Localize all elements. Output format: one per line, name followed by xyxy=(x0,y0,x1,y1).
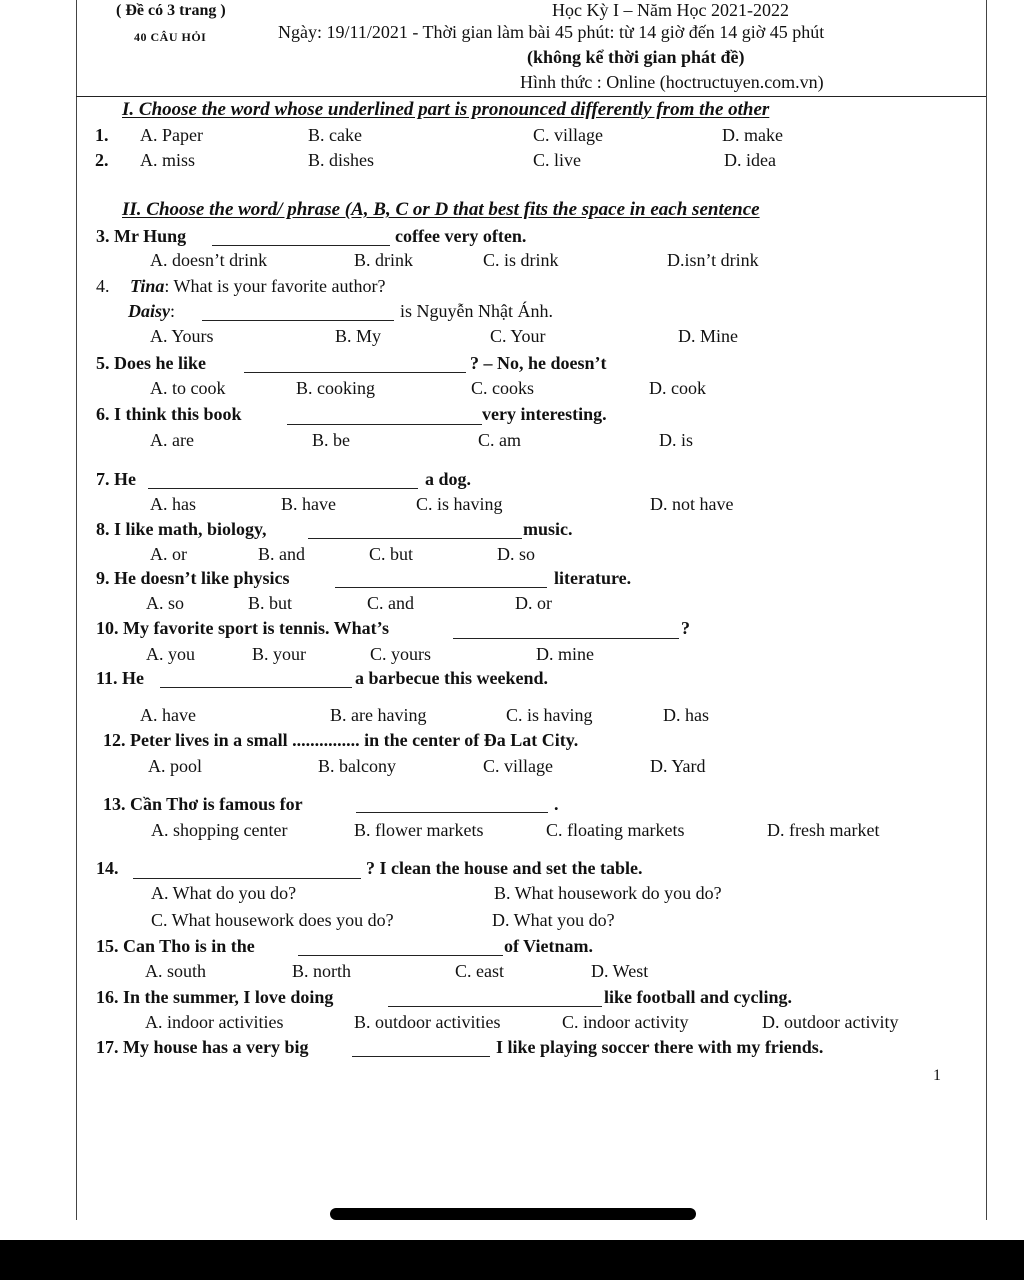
q9-stem-start: 9. He doesn’t like physics xyxy=(96,568,290,588)
q6-option-b: B. be xyxy=(312,430,350,450)
q1-option-d: D. make xyxy=(722,125,783,145)
q10-option-a: A. you xyxy=(146,644,195,664)
q5-stem-end: ? – No, he doesn’t xyxy=(470,353,607,373)
q3-option-b: B. drink xyxy=(354,250,414,270)
q8-option-c: C. but xyxy=(369,544,414,564)
q1-option-b: B. cake xyxy=(308,125,362,145)
q8-stem-end: music. xyxy=(523,519,573,539)
q2-option-c: C. live xyxy=(533,150,581,170)
q11-option-b: B. are having xyxy=(330,705,427,725)
q6-stem-start: 6. I think this book xyxy=(96,404,242,424)
exam-note: (không kể thời gian phát đề) xyxy=(527,47,745,67)
q9-blank xyxy=(335,587,547,588)
q1-option-c: C. village xyxy=(533,125,603,145)
q15-option-c: C. east xyxy=(455,961,504,981)
q14-stem-end: ? I clean the house and set the table. xyxy=(366,858,643,878)
q5-option-c: C. cooks xyxy=(471,378,534,398)
q4-blank xyxy=(202,320,394,321)
q14-number: 14. xyxy=(96,858,119,878)
q2-option-a: A. miss xyxy=(140,150,196,170)
q8-stem-start: 8. I like math, biology, xyxy=(96,519,267,539)
section-1-title: I. Choose the word whose underlined part is pronounced differently from the other xyxy=(122,99,770,120)
question-count: 40 CÂU HỎI xyxy=(134,30,207,44)
q11-option-d: D. has xyxy=(663,705,709,725)
q4-line-1: : What is your favorite author? xyxy=(164,276,386,296)
q4-option-b: B. My xyxy=(335,326,382,346)
q16-option-a: A. indoor activities xyxy=(145,1012,284,1032)
q3-stem-start: 3. Mr Hung xyxy=(96,226,187,246)
q2-number: 2. xyxy=(95,150,109,170)
page-right-edge xyxy=(986,0,987,1220)
section-2-title: II. Choose the word/ phrase (A, B, C or D that best fits the space in each sentence xyxy=(122,199,760,220)
q5-blank xyxy=(244,372,466,373)
q4-option-a: A. Yours xyxy=(150,326,214,346)
q10-option-d: D. mine xyxy=(536,644,594,664)
q13-option-c: C. floating markets xyxy=(546,820,685,840)
q11-stem-end: a barbecue this weekend. xyxy=(355,668,548,688)
q9-option-c: C. and xyxy=(367,593,414,613)
page-number: 1 xyxy=(933,1067,941,1084)
q5-option-d: D. cook xyxy=(649,378,706,398)
q17-stem-end: I like playing soccer there with my friends. xyxy=(496,1037,824,1057)
q16-stem-end: like football and cycling. xyxy=(604,987,793,1007)
q15-option-d: D. West xyxy=(591,961,649,981)
pages-note: ( Đề có 3 trang ) xyxy=(116,2,226,19)
exam-date-time: Ngày: 19/11/2021 - Thời gian làm bài 45 phút: từ 14 giờ đến 14 giờ 45 phút xyxy=(278,22,825,42)
q13-stem-start: 13. Cần Thơ is famous for xyxy=(103,794,303,814)
q11-blank xyxy=(160,687,352,688)
q3-option-c: C. is drink xyxy=(483,250,559,270)
q15-stem-start: 15. Can Tho is in the xyxy=(96,936,255,956)
q16-option-c: C. indoor activity xyxy=(562,1012,689,1032)
q4-speaker-1: Tina xyxy=(130,276,165,296)
q13-blank xyxy=(356,812,548,813)
q12-option-b: B. balcony xyxy=(318,756,396,776)
q13-stem-end: . xyxy=(554,794,559,814)
q2-option-d: D. idea xyxy=(724,150,776,170)
q5-stem-start: 5. Does he like xyxy=(96,353,206,373)
q4-line-2-start: : xyxy=(170,301,176,321)
q14-option-a: A. What do you do? xyxy=(151,883,297,903)
q17-blank xyxy=(352,1056,490,1057)
q2-option-b: B. dishes xyxy=(308,150,375,170)
q3-stem-end: coffee very often. xyxy=(395,226,527,246)
q7-blank xyxy=(148,488,418,489)
q4-line-2-end: is Nguyễn Nhật Ánh. xyxy=(400,301,553,321)
q15-blank xyxy=(298,955,503,956)
q3-blank xyxy=(212,245,390,246)
q13-option-a: A. shopping center xyxy=(151,820,288,840)
q16-stem-start: 16. In the summer, I love doing xyxy=(96,987,334,1007)
q1-number: 1. xyxy=(95,125,109,145)
q10-blank xyxy=(453,638,679,639)
q14-option-b: B. What housework do you do? xyxy=(494,883,722,903)
q12-stem: 12. Peter lives in a small ............... in the center of Đa Lat City. xyxy=(103,730,579,750)
q3-option-d: D.isn’t drink xyxy=(667,250,759,270)
q13-option-b: B. flower markets xyxy=(354,820,484,840)
school-term: Học Kỳ I – Năm Học 2021-2022 xyxy=(552,0,789,20)
q15-option-a: A. south xyxy=(145,961,207,981)
q7-option-c: C. is having xyxy=(416,494,503,514)
q7-stem-end: a dog. xyxy=(425,469,472,489)
q9-option-d: D. or xyxy=(515,593,552,613)
q5-option-a: A. to cook xyxy=(150,378,226,398)
q3-option-a: A. doesn’t drink xyxy=(150,250,268,270)
q16-option-b: B. outdoor activities xyxy=(354,1012,501,1032)
q11-stem-start: 11. He xyxy=(96,668,144,688)
q10-option-c: C. yours xyxy=(370,644,432,664)
q14-option-c: C. What housework does you do? xyxy=(151,910,394,930)
q7-option-b: B. have xyxy=(281,494,336,514)
q6-blank xyxy=(287,424,482,425)
q1-option-a: A. Paper xyxy=(140,125,203,145)
header-divider xyxy=(76,96,986,97)
q8-option-d: D. so xyxy=(497,544,536,564)
q7-stem-start: 7. He xyxy=(96,469,136,489)
q7-option-a: A. has xyxy=(150,494,196,514)
q14-blank xyxy=(133,878,361,879)
page-left-edge xyxy=(76,0,77,1220)
q8-option-a: A. or xyxy=(150,544,187,564)
q13-option-d: D. fresh market xyxy=(767,820,880,840)
q4-speaker-2: Daisy xyxy=(128,301,170,321)
q9-option-a: A. so xyxy=(146,593,185,613)
q4-option-c: C. Your xyxy=(490,326,546,346)
q16-option-d: D. outdoor activity xyxy=(762,1012,899,1032)
q14-option-d: D. What you do? xyxy=(492,910,615,930)
home-indicator[interactable] xyxy=(330,1208,696,1220)
q12-option-a: A. pool xyxy=(148,756,202,776)
q11-option-c: C. is having xyxy=(506,705,593,725)
q17-stem-start: 17. My house has a very big xyxy=(96,1037,309,1057)
q15-option-b: B. north xyxy=(292,961,352,981)
q7-option-d: D. not have xyxy=(650,494,734,514)
q12-option-d: D. Yard xyxy=(650,756,706,776)
q12-option-c: C. village xyxy=(483,756,553,776)
q4-number: 4. xyxy=(96,276,110,296)
q6-option-a: A. are xyxy=(150,430,194,450)
q8-option-b: B. and xyxy=(258,544,305,564)
q10-stem-start: 10. My favorite sport is tennis. What’s xyxy=(96,618,389,638)
q10-option-b: B. your xyxy=(252,644,306,664)
q6-stem-end: very interesting. xyxy=(482,404,607,424)
q16-blank xyxy=(388,1006,602,1007)
q8-blank xyxy=(308,538,522,539)
exam-format: Hình thức : Online (hoctructuyen.com.vn) xyxy=(520,72,824,92)
q11-option-a: A. have xyxy=(140,705,196,725)
q5-option-b: B. cooking xyxy=(296,378,375,398)
q6-option-d: D. is xyxy=(659,430,694,450)
q9-stem-end: literature. xyxy=(554,568,632,588)
bottom-bar xyxy=(0,1240,1024,1280)
q10-stem-end: ? xyxy=(681,618,690,638)
q4-option-d: D. Mine xyxy=(678,326,738,346)
q15-stem-end: of Vietnam. xyxy=(504,936,593,956)
q6-option-c: C. am xyxy=(478,430,521,450)
q9-option-b: B. but xyxy=(248,593,293,613)
